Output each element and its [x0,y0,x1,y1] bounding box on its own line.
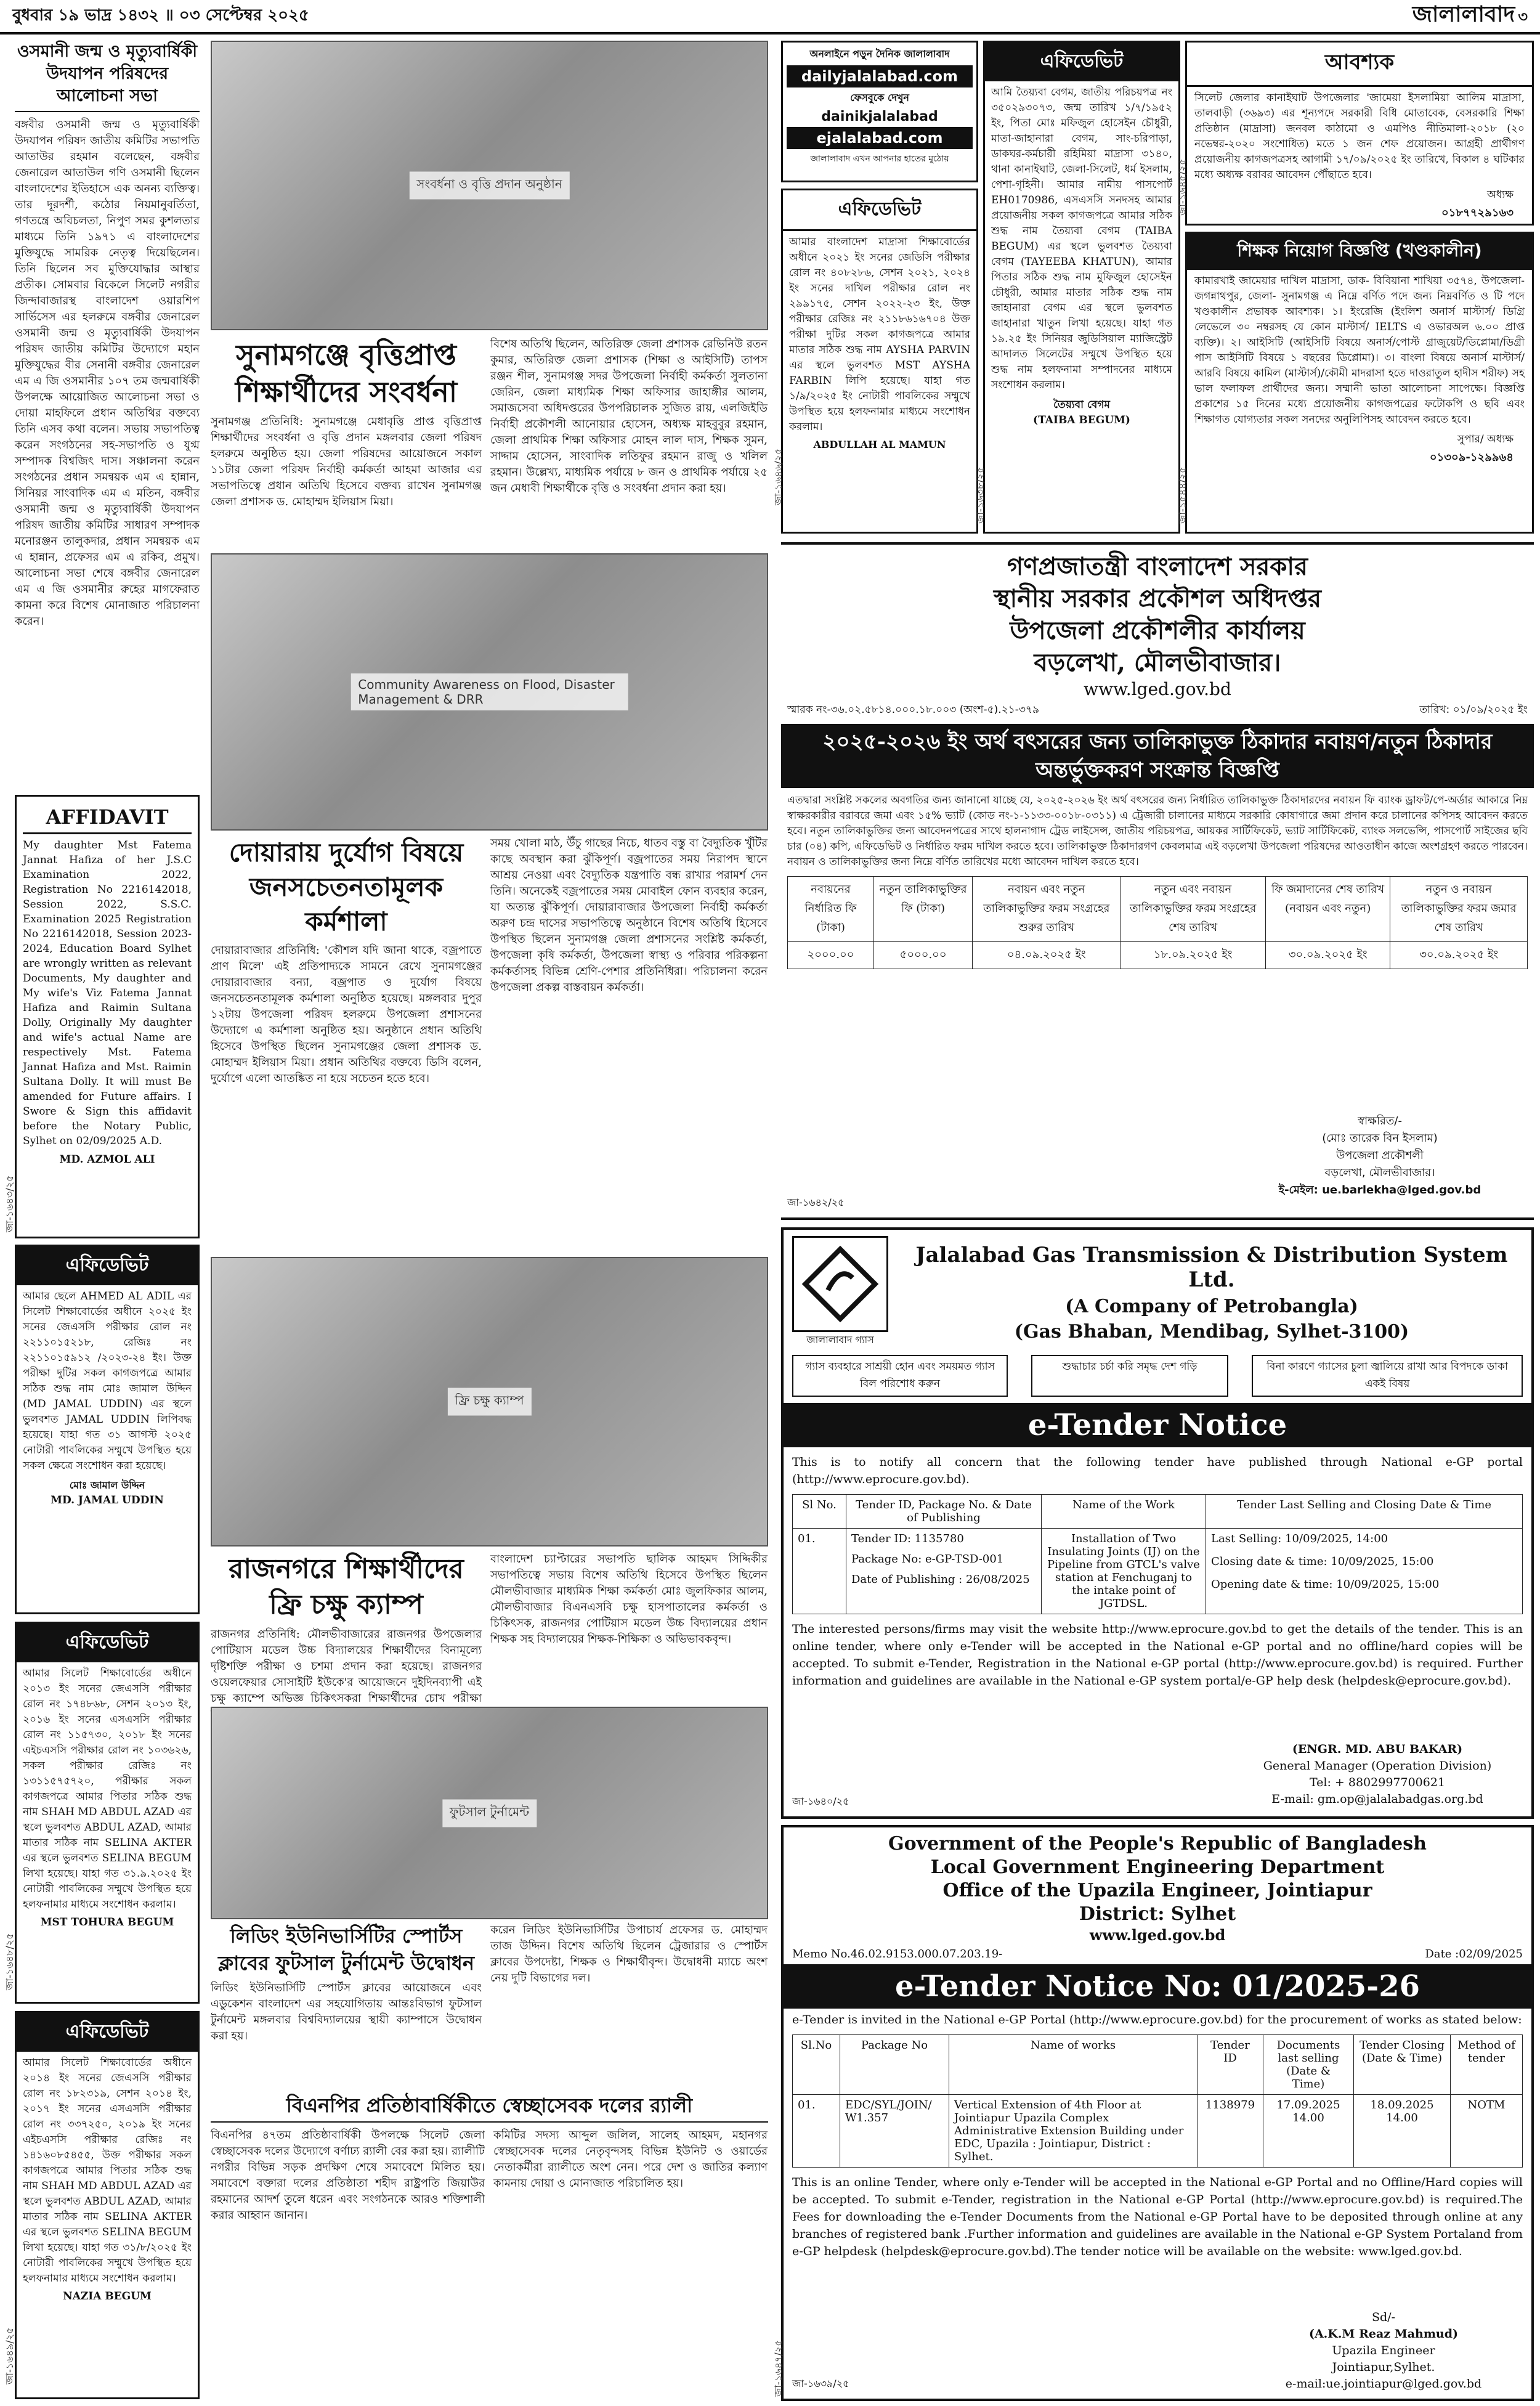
story-rajnagar-body-a: রাজনগর প্রতিনিধি: মৌলভীবাজারের রাজনগর উপজেলার পোটিয়াস মডেল উচ্চ বিদ্যালয়ের শিক্ষার্থীদের বিনামূল্যে দৃষ্টিশক্তি পরীক্ষা ও চশমা প্রদান করা হয়েছে। রাজনগর ওয়েলফেয়ার সোসাইটি ইউকে'র আয়োজনে দুইদিনব্যাপী এই চক্ষু ক্যাম্পে অভিজ্ঞ চিকিৎসকরা শিক্ষার্থীদের চোখ পরীক্ষা [211,1628,482,1705]
story-rajnagar-body-b: বাংলাদেশ চ্যাপ্টারের সভাপতি ছালিক আহমদ সিদ্দিকীর সভাপতিত্বে সভায় বিশেষ অতিথি হিসেবে উপস্থিত ছিলেন মৌলভীবাজার মাধ্যমিক শিক্ষা কর্মকর্তা মোঃ জুলফিকার আলম, মৌলভীবাজার বিএনএসবি চক্ষু হাসপাতালের কর্মকর্তা ও চিকিৎসক, রাজনগর পোটিয়াস মডেল উচ্চ বিদ্যালয়ের প্রধান শিক্ষক সহ বিদ্যালয়ের শিক্ষক-শিক্ষিকা ও অভিভাবকবৃন্দ। [490,1553,768,1646]
online-banner-site2[interactable]: ejalalabad.com [787,127,973,149]
table-cell: ৫০০০.০০ [873,942,972,969]
affidavit-jamal-title: এফিডেভিট [17,1246,198,1285]
table-cell: ১৮.০৯.২০২৫ ইং [1121,942,1266,969]
ad-code: জা-১৬৪৭/২৫ [772,2339,784,2397]
ad-code: জা-১৬৪৮/২৫ [4,1933,15,1990]
lged-jointiapur-notice [781,1825,1534,2401]
opening-date: Opening date & time: 10/09/2025, 15:00 [1211,1578,1440,1591]
ad-code: জা-১৬৪২/২৫ [787,1197,845,1208]
signature-email[interactable]: ই-মেইল: ue.barlekha@lged.gov.bd [1278,1184,1481,1197]
table-header: নবায়নের নির্ধারিত ফি (টাকা) [788,877,874,942]
masthead: জালালাবাদ [1412,1,1515,27]
table-cell: 1138979 [1198,2095,1263,2168]
affidavit-en-signature: MD. AZMOL ALI [59,1153,155,1166]
table-cell [846,1529,1042,1614]
lged-barlekha-memo: স্মারক নং-৩৬.০২.৫৮১৪.০০০.১৮.০০৩ (অংশ-৫).২১-৩৭৯ [787,704,1040,716]
jgtdsl-tender-notice [781,1227,1534,1819]
photo-futsal [211,1707,768,1919]
table-header: Name of the Work [1042,1495,1206,1529]
online-banner-fb[interactable]: dainikjalalabad [821,109,938,124]
story-sunamganj [211,336,768,552]
story-doarabazar-headline: দোয়ারায় দুর্যোগ বিষয়ে জনসচেতনতামূলক কর্মশালা [229,837,464,937]
story-futsal [211,1922,768,2089]
story-bnp-rally-body-b: কমিটির সদস্য আব্দুল জলিল, সালেহ আহমদ, মহানগর স্বেচ্ছাসেবক দলের নেতৃবৃন্দসহ বিভিন্ন ইউনিট ও ওয়ার্ডের নেতাকর্মীরা র‍্যালীতে অংশ নেন। পরে দেশ ও জাতির কল্যাণ কামনায় দোয়া ও মোনাজাত পরিচালিত হয়। [493,2129,768,2190]
story-rajnagar [211,1551,768,1705]
table-cell: EDC/SYL/JOIN/ W1.357 [840,2095,949,2168]
affidavit-jamal-sig-bn: মোঃ জামাল উদ্দিন [69,1479,145,1491]
ad-code: জা-১৬৪৩/২৫ [4,1175,15,1232]
table-header: Tender Last Selling and Closing Date & Time [1206,1495,1523,1529]
table-cell: Installation of Two Insulating Joints (IJ) on the Pipeline from GTCL's valve station at Fenchuganj to the intake point of JGTDSL. [1042,1529,1206,1614]
lged-jointiapur-banner: e-Tender Notice No: 01/2025-26 [784,1964,1531,2009]
wanted-ad [1185,41,1534,226]
jgtdsl-logo-icon [803,1247,877,1321]
affidavit-en [15,795,200,1238]
affidavit-jamal-sig: MD. JAMAL UDDIN [51,1494,164,1506]
affidavit-taiba [983,41,1180,534]
wanted-ad-body: সিলেট জেলার কানাইঘাট উপজেলার 'জামেয়া ইসলামিয়া আলিম মাদ্রাসা, তালবাড়ী (৩৬৯৩) এর শূন্যপদে সরকারী বিধি মোতাবেক, বেসরকারি শিক্ষা প্রতিষ্ঠান (মাদ্রাসা) জনবল কাঠামো ও এমপিও নীতিমালা-২০১৮ (২০ নভেম্বর-২০২০ সংশোধিত) মতে ১ জন শেফ প্রয়োজন। আগ্রহী প্রার্থীগণ প্রয়োজনীয় কাগজপত্রসহ আগামী ১৭/০৯/২০২৫ ইং তারিখে, বিকাল ৪ ঘটিকার মধ্যে অধ্যক্ষ বরাবর আবেদন পৌঁছাতে হবে। [1194,92,1525,181]
table-header: Tender Closing (Date & Time) [1354,2035,1451,2095]
signature-name: (ENGR. MD. ABU BAKAR) [1292,1742,1463,1756]
table-cell: ২০০০.০০ [788,942,874,969]
table-cell: 01. [793,1529,846,1614]
story-doarabazar [211,835,768,1254]
online-banner-line2: ফেসবুকে দেখুন [850,92,909,104]
signature-title: উপজেলা প্রকৌশলী [1336,1149,1424,1162]
affidavit-nazia [15,2011,200,2399]
story-rajnagar-headline: রাজনগরে শিক্ষার্থীদের ফ্রি চক্ষু ক্যাম্প [229,1553,464,1620]
ad-code: জা-১৬৩৯/২৫ [792,2378,849,2389]
photo-workshop-caption: Community Awareness on Flood, Disaster Management & DRR [351,673,628,710]
wanted-ad-title: আবশ্যক [1187,43,1532,87]
tender-id: Tender ID: 1135780 [851,1532,964,1545]
story-doarabazar-body-b: সময় খোলা মাঠ, উঁচু গাছের নিচে, ধাতব বস্তু বা বৈদ্যুতিক খুঁটির কাছে অবস্থান করা ঝুঁকিপূর্ণ। বজ্রপাতের সময় নিরাপদ স্থানে আশ্রয় নেওয়া এবং বৈদ্যুতিক যন্ত্রপাতি বন্ধ রাখার পরামর্শ দেন তিনি। অনেকেই বজ্রপাতের সময় মোবাইল ফোন ব্যবহার করেন, যা অত্যন্ত ঝুঁকিপূর্ণ। দোয়ারাবাজার উপজেলা নির্বাহী কর্মকর্তা অরুণ চন্দ্র দাসের সভাপতিত্বে অনুষ্ঠানে বিশেষ অতিথি হিসেবে উপস্থিত ছিলেন সুনামগঞ্জ জেলা প্রশাসনের সংশ্লিষ্ট কর্মকর্তা, উপজেলা কৃষি কর্মকর্তা, উপজেলা স্বাস্থ্য ও পরিবার পরিকল্পনা কর্মকর্তাসহ বিভিন্ন শ্রেণি-পেশার প্রতিনিধিরা। পরিচালনা করেন উপজেলা প্রকল্প বাস্তবায়ন কর্মকর্তা। [490,837,768,994]
table-cell: ০৪.০৯.২০২৫ ইং [973,942,1121,969]
page-number: ৩ [1518,7,1528,25]
signature-place: Jointiapur,Sylhet. [1332,2360,1435,2374]
jgtdsl-table [792,1494,1523,1614]
dateline: বুধবার ১৯ ভাদ্র ১৪৩২ ॥ ০৩ সেপ্টেম্বর ২০২৫ [12,6,309,25]
affidavit-tohura-title: এফিডেভিট [17,1624,198,1662]
table-header: নতুন তালিকাভুক্তির ফি (টাকা) [873,877,972,942]
publish-date: Date of Publishing : 26/08/2025 [851,1573,1030,1586]
jgtdsl-signature [1236,1741,1519,1808]
online-banner-ad [781,41,978,182]
lged-barlekha-org4: বড়লেখা, মৌলভীবাজার। [1034,648,1281,677]
story-sunamganj-body-b: বিশেষ অতিথি ছিলেন, অতিরিক্ত জেলা প্রশাসক রেভিনিউ রতন কুমার, অতিরিক্ত জেলা প্রশাসক (শিক্ষা ও আইসিটি) তাপস রঞ্জন শীল, সুনামগঞ্জ সদর উপজেলা নির্বাহী কর্মকর্তা সুলতানা জেরিন, জেলা মাধ্যমিক শিক্ষা অফিসার জাহাঙ্গীর আলম, সমাজসেবা অধিদপ্তরের উপপরিচালক সুজিত রায়, এলজিইডি নির্বাহী প্রকৌশলী আনোয়ার হোসেন, অধ্যক্ষ মাহবুবুর রহমান, জেলা প্রাথমিক শিক্ষা অফিসার মোহন লাল দাস, শিক্ষক সুমন, সাদ্দাম হোসেন, সাংবাদিক লতিফুর রহমান রাজু ও খলিল রহমান। উল্লেখ্য, মাধ্যমিক পর্যায়ে ৮ জন ও প্রাথমিক পর্যায়ে ২৫ জন মেধাবী শিক্ষার্থীকে বৃত্তি ও সংবর্ধনা প্রদান করা হয়। [490,338,768,495]
story-futsal-headline: লিডিং ইউনিভার্সিটির স্পোর্টস ক্লাবের ফুটসাল টুর্নামেন্ট উদ্বোধন [218,1924,474,1975]
table-header: ফি জমাদানের শেষ তারিখ (নবায়ন এবং নতুন) [1266,877,1390,942]
osmani-body: বঙ্গবীর ওসমানী জন্ম ও মৃত্যুবার্ষিকী উদযাপন পরিষদ জাতীয় কমিটির সভাপতি আতাউর রহমান বলেছেন, বঙ্গবীর জেনারেল আতাউল গণি ওসমানী ছিলেন বাংলাদেশের ইতিহাসে এক অনন্য ব্যক্তিত্ব। তার দূরদর্শী, কঠোর নিয়মানুবর্তিতা, গণতন্ত্রে অবিচলতা, নিপুণ সমর কুশলতার মাধ্যমে তিনি ১৯৭১ এ বাংলাদেশের মুক্তিযুদ্ধে সামরিক নেতৃত্ব দিয়েছিলেন। তিনি ছিলেন সব মুক্তিযোদ্ধার আস্থার প্রতীক। সোমবার বিকেলে সিলেট নগরীর জিন্দাবাজারস্থ বাংলাদেশ ওয়ারশিপ সার্ভিসেস এর হলরুমে বঙ্গবীর জেনারেল ওসমানী জন্ম ও মৃত্যুবার্ষিকী উদযাপন পরিষদ জাতীয় কমিটির উদ্যোগে মহান মুক্তিযুদ্ধের বীর সেনানী বঙ্গবীর জেনারেল এম এ জি ওসমানীর ১০৭ তম জন্মবার্ষিকী উপলক্ষে আয়োজিত আলোচনা সভা ও দোয়া মাহফিলে প্রধান অতিথির বক্তব্যে তিনি এসব কথা বলেন। সভায় সভাপতিত্ব করেন সংগঠনের সহ-সভাপতি ও যুগ্ম সম্পাদক বিশ্বজিৎ দাস। সঞ্চালনা করেন সংগঠনের প্রধান সমন্বয়ক এম এ হান্নান, সিনিয়র সাংবাদিক এম এ মতিন, বঙ্গবীর ওসমানী জন্ম ও মৃত্যুবার্ষিকী উদযাপন পরিষদ জাতীয় কমিটির সাধারণ সম্পাদক মনোরঞ্জন তালুকদার, প্রধান সমন্বয়ক এম এ হান্নান, প্রফেসর এম এ রকিব, প্রমুখ। আলোচনা সভা শেষে বঙ্গবীর জেনারেল এম এ জি ওসমানীর রুহের মাগফেরাত কামনা করে বিশেষ মোনাজাত পরিচালনা করেন। [15,118,200,628]
table-row [788,942,1528,969]
table-header: Tender ID [1198,2035,1263,2095]
story-doarabazar-body-a: দোয়ারাবাজার প্রতিনিধি: 'কৌশল যদি জানা থাকে, বজ্রপাতে প্রাণ মিলে' এই প্রতিপাদ্যকে সামনে রেখে সুনামগঞ্জের দোয়ারাবাজার বন্যা, বজ্রপাত ও দুর্যোগ বিষয়ে জনসচেতনতামূলক কর্মশালা অনুষ্ঠিত হয়েছে। মঙ্গলবার দুপুর ১২টায় উপজেলা পরিষদ হলরুমে উপজেলা প্রশাসনের উদ্যোগে এ কর্মশালা অনুষ্ঠিত হয়। অনুষ্ঠানে প্রধান অতিথি হিসেবে উপস্থিত ছিলেন সুনামগঞ্জের জেলা প্রশাসক ড. মোহাম্মদ ইলিয়াস মিয়া। প্রধান অতিথির বক্তব্যে ডিসি বলেন, দুর্যোগে এলো আতঙ্কিত না হয়ে সচেতন হতে হবে। [211,944,482,1085]
online-banner-line3: জালালাবাদ এখন আপনার হাতের মুঠোয় [810,154,949,164]
teacher-recruitment-ad [1185,232,1534,534]
affidavit-nazia-sig: NAZIA BEGUM [63,2290,152,2302]
affidavit-tohura [15,1622,200,2004]
table-header: Tender ID, Package No. & Date of Publishing [846,1495,1042,1529]
story-sunamganj-body-a: সুনামগঞ্জ প্রতিনিধি: সুনামগঞ্জে মেধাবৃত্তি প্রাপ্ত বৃত্তিপ্রাপ্ত শিক্ষার্থীদের সংবর্ধনা ও বৃত্তি প্রদান মঙ্গলবার জেলা পরিষদ হলরুমে অনুষ্ঠিত হয়। জেলা পরিষদের আয়োজনে সকাল ১১টার জেলা পরিষদ নির্বাহী কর্মকর্তা আহমা আজার এর সভাপতিত্বে প্রধান অতিথি হিসেবে বক্তব্য রাখেন সুনামগঞ্জ জেলা প্রশাসক ড. মোহাম্মদ ইলিয়াস মিয়া। [211,415,482,508]
lged-jointiapur-org1: Government of the People's Republic of Bangladesh [888,1833,1427,1855]
affidavit-nazia-body: আমার সিলেট শিক্ষাবোর্ডের অধীনে ২০১৪ ইং সনের জেএসসি পরীক্ষার রোল নং ১৮২৩১৯, সেশন ২০১৪ ইং, ২০১৭ ইং সনের এসএসসি পরীক্ষার রোল নং ৩৩৭২৫০, ২০১৯ ইং সনের এইচএসসি পরীক্ষার রেজিঃ নং ১৪১৬০৮৫৪৫৫, উক্ত পরীক্ষার সকল কাগজপত্রে আমার পিতার সঠিক শুদ্ধ নাম SHAH MD ABDUL AZAD এর স্থলে ভুলবশত ABDUL AZAD, আমার মাতার সঠিক নাম SELINA AKTER এর স্থলে ভুলবশত SELINA BEGUM লিখা হয়েছে। যাহা গত ৩১/৮/২০২৫ ইং নোটারী পাবলিকের সম্মুখে উপস্থিত হয়ে হলফনামার মাধ্যমে সংশোধন করলাম। [23,2057,192,2285]
jgtdsl-footer: The interested persons/firms may visit the website http://www.eprocure.gov.bd to get the details of the tender. This is an online tender, where only e-Tender will be accepted in the National e-GP portal and no offline/hard copies will be accepted. To submit e-Tender, Registration in the National e-GP portal (http://www.eprocure.gov.bd) is required. Further information and guidelines are available in the National e-GP system portal/e-GP help desk (helpdesk@eprocure.gov.bd). [792,1622,1523,1688]
affidavit-taiba-sig: (TAIBA BEGUM) [1033,414,1130,426]
table-cell: 01. [793,2095,840,2168]
osmani-headline: ওসমানী জন্ম ও মৃত্যুবার্ষিকী উদযাপন পরিষদের আলোচনা সভা [15,41,200,112]
signature-title: General Manager (Operation Division) [1263,1759,1492,1773]
jgtdsl-note2: শুদ্ধাচার চর্চা করি সমৃদ্ধ দেশ গড়ি [1031,1355,1228,1397]
photo-scholarship [211,41,768,330]
story-bnp-rally-headline: বিএনপির প্রতিষ্ঠাবার্ষিকীতে স্বেচ্ছাসেবক দলের র‍্যালী [211,2092,768,2123]
photo-futsal-caption: ফুটসাল টুর্নামেন্ট [442,1799,537,1827]
affidavit-mamun-title: এফিডেভিট [783,190,976,231]
story-bnp-rally-body-a: বিএনপির ৪৭তম প্রতিষ্ঠাবার্ষিকী উপলক্ষে সিলেট জেলা স্বেচ্ছাসেবক দলের উদ্যোগে বর্ণাঢ্য র‍্যালী বের করা হয়। র‍্যালীটি নগরীর বিভিন্ন সড়ক প্রদক্ষিণ শেষে সমাবেশে মিলিত হয়। সমাবেশে বক্তারা দলের প্রতিষ্ঠাতা শহীদ রাষ্ট্রপতি জিয়াউর রহমানের আদর্শ তুলে ধরেন এবং সংগঠনকে আরও শক্তিশালী করার আহ্বান জানান। [211,2129,485,2222]
jgtdsl-note1: গ্যাস ব্যবহারে সাশ্রয়ী হোন এবং সময়মত গ্যাস বিল পরিশোধ করুন [792,1355,1008,1397]
signature-email[interactable]: e-mail:ue.jointiapur@lged.gov.bd [1285,2377,1482,2391]
affidavit-taiba-title: এফিডেভিট [985,43,1178,81]
affidavit-en-title: AFFIDAVIT [23,802,192,834]
table-cell: ৩০.০৯.২০২৫ ইং [1390,942,1528,969]
ad-code: জা-১৬৪০/২৫ [792,1795,849,1807]
signature-phone: Tel: + 8802997700621 [1309,1776,1446,1789]
table-row [793,1529,1523,1614]
lged-jointiapur-org3: Office of the Upazila Engineer, Jointiapur [942,1880,1372,1901]
jgtdsl-name: Jalalabad Gas Transmission & Distribution System Ltd. [915,1242,1508,1292]
affidavit-mamun-body: আমার বাংলাদেশ মাদ্রাসা শিক্ষাবোর্ডের অধীনে ২০২১ ইং সনের জেডিসি পরীক্ষার রোল নং ৪০৮২৮৬, সেশন ২০২১, ২০২৪ ইং সনের দাখিল পরীক্ষার রোল নং ২৯৯১৭৫, সেশন ২০২২-২৩ ইং, উক্ত পরীক্ষার রেজিঃ নং ২১১৮৬১৬৭০৪ উক্ত পরীক্ষা দুটির সকল কাগজপত্রে আমার মাতার সঠিক শুদ্ধ নাম AYSHA PARVIN এর স্থলে ভুলবশত MST AYSHA FARBIN লিপি হয়েছে। যাহা গত ১/৯/২০২৫ ইং নোটারী পাবলিকের সম্মুখে উপস্থিত হয়ে হলফনামার মাধ্যমে সংশোধন করলাম। [789,236,970,433]
ad-code: জা-১৬৪৫/২৫ [1177,158,1188,216]
table-header: Package No [840,2035,949,2095]
lged-jointiapur-org2: Local Government Engineering Department [930,1856,1385,1878]
table-header: Documents last selling (Date & Time) [1263,2035,1354,2095]
table-header: নতুন ও নবায়ন তালিকাভুক্তির ফরম জমার শেষ তারিখ [1390,877,1528,942]
signature-label: স্বাক্ষরিত/- [1358,1115,1402,1128]
table-header: Name of works [949,2035,1198,2095]
affidavit-jamal [15,1245,200,1614]
jgtdsl-sub2: (Gas Bhaban, Mendibag, Sylhet-3100) [1014,1320,1409,1343]
table-cell: NOTM [1451,2095,1523,2168]
affidavit-tohura-sig: MST TOHURA BEGUM [40,1916,174,1928]
photo-eye-camp [211,1257,768,1546]
teacher-recruitment-sign: সুপার/ অধ্যক্ষ [1457,433,1514,445]
last-selling: Last Selling: 10/09/2025, 14:00 [1211,1532,1388,1545]
ad-code: জা-১৫৪৪/২৫ [1177,466,1188,524]
signature-label: Sd/- [1372,2310,1395,2324]
lged-jointiapur-footer: This is an online Tender, where only e-Tender will be accepted in the National e-GP Portal and no Offline/Hard copies will be accepted. To submit e-Tender, registration in the National e-GP Portal (http://www.eprocure.gov.bd) is required.The Fees for downloading the e-Tender Documents from the National e-GP Portal have to be deposited through online at any branches of registered bank .Further information and guidelines are available in the National e-GP System Portaland from e-GP helpdesk (helpdesk@eprocure.gov.bd).The tender notice will be available on the website: www.lged.gov.bd. [792,2176,1523,2258]
affidavit-taiba-body: আমি তৈয়্যবা বেগম, জাতীয় পরিচয়পত্র নং ৩৫০২৯৩০৭৩, জন্ম তারিখ ১/৭/১৯৫২ ইং, পিতা মোঃ মফিজুল হোসেইন চৌধুরী, মাতা-জাহানারা বেগম, সাং-চরিপাড়া, ডাকঘর-কর্মচারী রহিমিয়া মাদ্রাসা ৩১৪০, থানা কানাইঘাট, জেলা-সিলেট, ধর্ম ইসলাম, পেশা-গৃহিনী। আমার নামীয় পাসপোর্ট EH0170986, এসএসসি সনদসহ আমার প্রয়োজনীয় সকল কাগজপত্রে আমার সঠিক শুদ্ধ নাম তৈয়্যবা বেগম (TAIBA BEGUM) এর স্থলে ভুলবশত তৈয়্যবা বেগম (TAYEEBA KHATUN), আমার পিতার সঠিক শুদ্ধ নাম মুফিজুল হোসেইন চৌধুরী, আমার মাতার সঠিক শুদ্ধ নাম জাহানারা বেগম এর স্থলে ভুলবশত জাহানারা খাতুন লিখা হয়েছে। যাহা গত ১৯.২৫ ইং সিনিয়র জুডিসিয়াল ম্যাজিস্ট্রেট আদালত সিলেটের সম্মুখে উপস্থিত হয়ে শুদ্ধ নাম হলফনামা সম্পাদনের মাধ্যমে সংশোধন করলাম। [991,86,1172,391]
lged-jointiapur-table [792,2034,1523,2168]
jgtdsl-banner: e-Tender Notice [784,1403,1531,1447]
table-cell [1206,1529,1523,1614]
affidavit-nazia-title: এফিডেভিট [17,2013,198,2052]
jgtdsl-note3: বিনা কারণে গ্যাসের চুলা জ্বালিয়ে রাখা আর বিপদকে ডাকা একই বিষয় [1252,1355,1523,1397]
jgtdsl-sub1: (A Company of Petrobangla) [1065,1295,1358,1317]
table-header: Sl No. [793,1495,846,1529]
online-banner-site1[interactable]: dailyjalalabad.com [787,65,973,87]
affidavit-mamun [781,189,978,534]
lged-jointiapur-memo: Memo No.46.02.9153.000.07.203.19- [792,1948,1003,1961]
affidavit-mamun-sig: ABDULLAH AL MAMUN [813,439,946,450]
lged-jointiapur-org4: District: Sylhet [1079,1903,1236,1925]
lged-barlekha-web[interactable]: www.lged.gov.bd [1084,679,1231,699]
table-row [793,2095,1523,2168]
online-banner-line1: অনলাইনে পড়ুন দৈনিক জালালাবাদ [809,48,950,60]
lged-barlekha-banner: ২০২৫-২০২৬ ইং অর্থ বৎসরের জন্য তালিকাভুক্ত ঠিকাদার নবায়ণ/নতুন ঠিকাদার অন্তর্ভুক্তকরণ সংক্রান্ত বিজ্ঞপ্তি [781,724,1534,788]
signature-name: (মোঃ তারেক বিন ইসলাম) [1322,1132,1438,1145]
package-no: Package No: e-GP-TSD-001 [851,1553,1004,1566]
lged-barlekha-body: এতদ্বারা সংশ্লিষ্ট সকলের অবগতির জন্য জানানো যাচ্ছে যে, ২০২৫-২০২৬ ইং অর্থ বৎসরের জন্য নির্ধারিত তালিকাভুক্ত ঠিকাদারদের নবায়ন ফি ব্যাংক ড্রাফট/পে-অর্ডার আকারে নিম্ন স্বাক্ষরকারীর বরাবরে জমা এবং ১৫% ভ্যাট (কোড নং-১-১১৩৩-০০১৮-০৩১১) এ ট্রেজারী চালানের মাধ্যমে সরকারি কোষাগারে জমা প্রদান করে চালানের কপিসহ আবেদন করতে হবে। নতুন তালিকাভুক্তির জন্য আবেদনপত্রের সাথে হালনাগাদ ট্রেড লাইসেন্স, জাতীয় পরিচয়পত্র, আয়কর সার্টিফিকেট, ভ্যাট সার্টিফিকেট, ব্যাংক সলভেন্সি, পাসপোর্ট সাইজের ছবি চার (০৪) কপি, এফিডেভিট ও নির্ধারিত ফরম দাখিল করতে হবে। তালিকাভুক্ত ঠিকাদারগণ কেবলমাত্র এই বড়লেখা উপজেলা পরিষদের আওতাধীন কাজে অংশগ্রহণ করতে পারবেন। নবায়ন ও তালিকাভুক্তির জন্য নিম্নে বর্ণিত তারিখের মধ্যে আবেদন দাখিল করতে হবে। [787,794,1528,868]
lged-barlekha-notice [781,542,1534,1220]
ad-code: জা-১৬৪৯/২৫ [4,2327,15,2384]
story-bnp-rally [211,2092,768,2400]
lged-barlekha-signature [1250,1113,1509,1199]
lged-barlekha-org2: স্থানীয় সরকার প্রকৌশল অধিদপ্তর [994,584,1321,613]
table-cell: Vertical Extension of 4th Floor at Jointiapur Upazila Complex Administrative Extension Building under EDC, Upazila : Jointiapur, District : Sylhet. [949,2095,1198,2168]
signature-place: বড়লেখা, মৌলভীবাজার। [1324,1166,1435,1179]
table-header: নতুন এবং নবায়ন তালিকাভুক্তির ফরম সংগ্রহের শেষ তারিখ [1121,877,1266,942]
lged-jointiapur-web[interactable]: www.lged.gov.bd [1089,1926,1226,1944]
table-cell: ৩০.০৯.২০২৫ ইং [1266,942,1390,969]
photo-workshop [211,553,768,831]
story-futsal-body-b: করেন লিডিং ইউনিভার্সিটির উপাচার্য প্রফেসর ড. মোহাম্মদ তাজ উদ্দিন। বিশেষ অতিথি ছিলেন ট্রেজারার ও স্পোর্টস ক্লাবের উপদেষ্টা, শিক্ষক ও শিক্ষার্থীবৃন্দ। উদ্বোধনী ম্যাচে অংশ নেয় দুটি বিভাগের দল। [490,1924,768,1985]
wanted-ad-sign: অধ্যক্ষ [1487,189,1514,201]
signature-name: (A.K.M Reaz Mahmud) [1308,2327,1459,2341]
ad-code: জা-১৬৪৬/২৫ [772,448,784,505]
story-sunamganj-headline: সুনামগঞ্জে বৃত্তিপ্রাপ্ত শিক্ষার্থীদের সংবর্ধনা [235,338,458,408]
photo-scholarship-caption: সংবর্ধনা ও বৃত্তি প্রদান অনুষ্ঠান [409,172,569,200]
affidavit-tohura-body: আমার সিলেট শিক্ষাবোর্ডের অধীনে ২০১৩ ইং সনের জেএসসি পরীক্ষার রোল নং ১৭৪৮৬৮, সেশন ২০১৩ ইং, ২০১৬ ইং সনের এসএসসি পরীক্ষার রোল নং ১১৫৭৩০, ২০১৮ ইং সনের এইচএসসি পরীক্ষার রোল নং ১০৩৬২৬, সকল পরীক্ষার রেজিঃ নং ১৩১১৫৭৫৭২০, পরীক্ষার সকল কাগজপত্রে আমার পিতার সঠিক শুদ্ধ নাম SHAH MD ABDUL AZAD এর স্থলে ভুলবশত ABDUL AZAD, আমার মাতার সঠিক নাম SELINA AKTER এর স্থলে ভুলবশত SELINA BEGUM লিখা হয়েছে। যাহা গত ৩১.৯.২০২৫ ইং নোটারী পাবলিকের সম্মুখে উপস্থিত হয়ে হলফনামার মাধ্যমে সংশোধন করলাম। [23,1667,192,1911]
teacher-recruitment-title: শিক্ষক নিয়োগ বিজ্ঞপ্তি (খণ্ডকালীন) [1187,234,1532,270]
lged-jointiapur-intro: e-Tender is invited in the National e-GP Portal (http://www.eprocure.gov.bd) for the procurement of works as stated below: [792,2013,1522,2026]
table-header: নবায়ন এবং নতুন তালিকাভুক্তির ফরম সংগ্রহের শুরুর তারিখ [973,877,1121,942]
signature-email[interactable]: E-mail: gm.op@jalalabadgas.org.bd [1271,1792,1483,1806]
table-cell: 17.09.2025 14.00 [1263,2095,1354,2168]
lged-barlekha-org3: উপজেলা প্রকৌশলীর কার্যালয় [1010,616,1305,645]
jgtdsl-logo-caption: জালালাবাদ গ্যাস [806,1334,874,1346]
table-cell: 18.09.2025 14.00 [1354,2095,1451,2168]
teacher-recruitment-body: কামারখাই জামেয়ার দাখিল মাদ্রাসা, ডাক- বিবিয়ানা শাখিয়া ৩৫৭৪, উপজেলা- জগন্নাথপুর, জেলা- সুনামগঞ্জ এ নিম্নে বর্ণিত পদে জন্য নিম্নবর্ণিত ও টি পদে খণ্ডকালীন প্রভাষক আবশ্যক। ১। ইংরেজি (ইংলিশ অনার্স মাস্টার্স/ ডিগ্রি লেভেলে ৩০ নম্বরসহ যে কোন মাস্টার্স/ IELTS এ ওভারঅল ৬.০০ প্রাপ্ত ব্যক্তি)। ২। আইসিটি (আইসিটি বিষয়ে অনার্স/পোস্ট গ্রাজুয়েট/ডিপ্লোমা/ডিগ্রী পাস আইসিটি বিষয়ে ১ বছরের ডিপ্লোমা)। ৩। বাংলা বিষয়ে অনার্স মাস্টার্স/ আরবি বিষয়ে কামিল (মাস্টার্স)/কৌমী মাদরাসা হতে দাওরাতুল হাদীস শরীফ) সহ ভাল ফলাফল প্রার্থীদের জন্য। সম্মানী ভাতা আলোচনা সাপেক্ষে। বিজ্ঞপ্তি প্রকাশের ১৫ দিনের মধ্যে প্রয়োজনীয় কাগজপত্রের ফটোকপি ও ছবি এবং শিক্ষাগত যোগ্যতার সকল সনদের অনুলিপিসহ আবেদন করতে হবে। [1194,275,1525,426]
teacher-recruitment-phone: ০১৩০৯-১২৯৯৬৪ [1429,451,1514,464]
jgtdsl-intro: This is to notify all concern that the following tender have published through National e-GP portal (http://www.eprocure.gov.bd). [792,1455,1523,1486]
lged-jointiapur-signature [1254,2309,1513,2392]
photo-eye-camp-caption: ফ্রি চক্ষু ক্যাম্প [447,1388,531,1416]
affidavit-jamal-body: আমার ছেলে AHMED AL ADIL এর সিলেট শিক্ষাবোর্ডের অধীনে ২০২৫ ইং সনের জেএসসি পরীক্ষার রোল নং ২২১১০১৫২১৮, রেজিঃ নং ২২১১০১৫৯১২ /২০২৩-২৪ ইং। উক্ত পরীক্ষা দুটির সকল কাগজপত্রে আমার সঠিক শুদ্ধ নাম মোঃ জামাল উদ্দিন (MD JAMAL UDDIN) এর স্থলে ভুলবশত JAMAL UDDIN লিপিবদ্ধ হয়েছে। যাহা গত ৩১ আগস্ট ২০২৫ নোটারী পাবলিকের সম্মুখে উপস্থিত হয়ে সকল ক্ষেত্রে সংশোধন করা হয়েছে। [23,1290,192,1472]
closing-date: Closing date & time: 10/09/2025, 15:00 [1211,1555,1434,1568]
wanted-ad-phone: ০১৮৭৭২৯১৬৩ [1441,206,1514,219]
jgtdsl-logo [792,1236,888,1332]
story-futsal-body-a: লিডিং ইউনিভার্সিটি স্পোর্টস ক্লাবের আয়োজনে এবং এডুকেশন বাংলাদেশ এর সহযোগিতায় আন্তঃবিভাগ ফুটসাল টুর্নামেন্ট মঙ্গলবার বিশ্ববিদ্যালয়ের স্থায়ী ক্যাম্পাসে উদ্বোধন করা হয়। [211,1981,482,2042]
table-header: Sl.No [793,2035,840,2095]
ad-code: জা-১৬৩৮/২৫ [975,466,986,524]
table-header: Method of tender [1451,2035,1523,2095]
signature-title: Upazila Engineer [1332,2344,1435,2357]
lged-jointiapur-date: Date :02/09/2025 [1425,1948,1523,1961]
affidavit-taiba-sig-bn: তৈয়্যবা বেগম [1053,399,1110,411]
lged-barlekha-table [787,876,1528,969]
page-header [0,0,1540,35]
affidavit-en-body: My daughter Mst Fatema Jannat Hafiza of her J.S.C Examination 2022, Registration No 2216142018, Session 2022, S.S.C. Examination 2025 Registration No 2216142018, Session 2023-2024, Education Board Sylhet are wrongly written as relevant Documents, My daughter and My wife's Viz Fatema Jannat Hafiza and Raimin Sultana Dolly, Originally My daughter and wife's actual Name are respectively Mst. Fatema Jannat Hafiza and Mst. Raimin Sultana Dolly. It will must Be amended for Future affairs. I Swore & Sign this affidavit before the Notary Public, Sylhet on 02/09/2025 A.D. [23,839,192,1147]
lged-barlekha-date: তারিখ: ০১/০৯/২০২৫ ইং [1419,704,1528,716]
lged-barlekha-org1: গণপ্রজাতন্ত্রী বাংলাদেশ সরকার [1007,552,1308,581]
